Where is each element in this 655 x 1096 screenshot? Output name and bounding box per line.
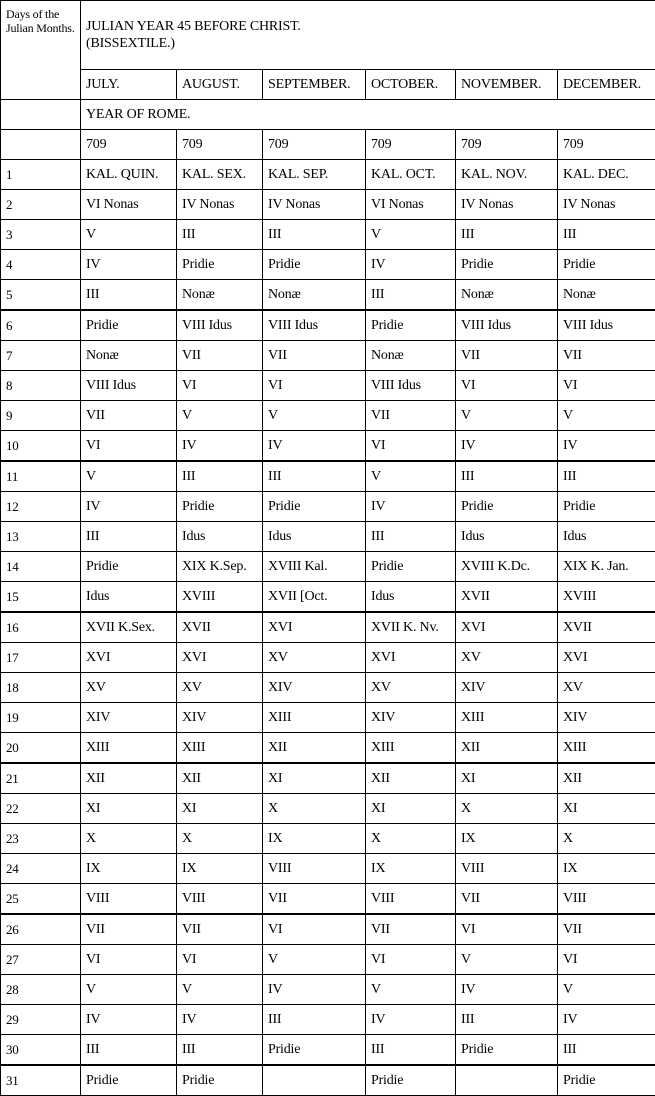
date-cell: Pridie — [366, 552, 456, 582]
day-number-cell: 27 — [1, 945, 81, 975]
date-cell: Pridie — [366, 1065, 456, 1096]
date-cell: XIII — [177, 733, 263, 764]
day-number-cell: 8 — [1, 371, 81, 401]
month-header: AUGUST. — [177, 70, 263, 100]
date-cell: XVI — [177, 643, 263, 673]
date-cell: KAL. SEX. — [177, 160, 263, 190]
table-row — [1, 522, 655, 552]
date-cell: XI — [263, 763, 366, 794]
rome-label-row — [1, 100, 655, 130]
corner-label: Days of the Julian Months. — [1, 1, 81, 100]
table-row — [1, 1005, 655, 1035]
date-cell: VII — [177, 341, 263, 371]
date-cell: XVII — [177, 612, 263, 643]
date-cell: X — [366, 824, 456, 854]
title-row — [1, 1, 655, 70]
day-number-cell: 29 — [1, 1005, 81, 1035]
day-number-cell: 26 — [1, 914, 81, 945]
date-cell: Pridie — [366, 310, 456, 341]
date-cell: IX — [558, 854, 655, 884]
date-cell: VI — [558, 945, 655, 975]
date-cell: XV — [81, 673, 177, 703]
table-row — [1, 190, 655, 220]
date-cell: IV — [263, 431, 366, 462]
date-cell: V — [558, 401, 655, 431]
date-cell: V — [81, 461, 177, 492]
table-row — [1, 884, 655, 915]
date-cell: III — [263, 220, 366, 250]
date-cell: III — [263, 461, 366, 492]
date-cell: V — [177, 975, 263, 1005]
date-cell: X — [81, 824, 177, 854]
date-cell: VII — [366, 401, 456, 431]
date-cell: KAL. QUIN. — [81, 160, 177, 190]
date-cell: IV Nonas — [263, 190, 366, 220]
date-cell: V — [81, 220, 177, 250]
day-number-cell: 30 — [1, 1035, 81, 1066]
date-cell: IV — [558, 1005, 655, 1035]
table-row — [1, 673, 655, 703]
title-line-1: JULIAN YEAR 45 BEFORE CHRIST. — [86, 19, 301, 34]
date-cell: X — [456, 794, 558, 824]
year-of-rome-label: YEAR OF ROME. — [81, 100, 655, 130]
date-cell: XI — [558, 794, 655, 824]
day-number-cell: 31 — [1, 1065, 81, 1096]
table-row — [1, 733, 655, 764]
date-cell: III — [177, 461, 263, 492]
date-cell: XII — [177, 763, 263, 794]
date-cell: XVI — [558, 643, 655, 673]
year-cell: 709 — [81, 130, 177, 160]
date-cell: VIII Idus — [456, 310, 558, 341]
calendar-body — [1, 1, 655, 1096]
date-cell: VI — [366, 431, 456, 462]
date-cell: VI — [81, 431, 177, 462]
date-cell: XIII — [81, 733, 177, 764]
date-cell: XI — [177, 794, 263, 824]
table-row — [1, 612, 655, 643]
date-cell: X — [263, 794, 366, 824]
day-number-cell: 13 — [1, 522, 81, 552]
date-cell: IV — [81, 492, 177, 522]
date-cell: IV — [263, 975, 366, 1005]
date-cell: XI — [366, 794, 456, 824]
table-row — [1, 431, 655, 462]
date-cell: III — [366, 1035, 456, 1066]
day-number-cell: 10 — [1, 431, 81, 462]
date-cell: X — [558, 824, 655, 854]
date-cell: V — [456, 401, 558, 431]
date-cell: VIII — [263, 854, 366, 884]
date-cell: VI — [177, 945, 263, 975]
date-cell: Pridie — [263, 1035, 366, 1066]
date-cell: Pridie — [81, 1065, 177, 1096]
date-cell: VIII Idus — [177, 310, 263, 341]
date-cell: V — [263, 401, 366, 431]
day-number-cell: 16 — [1, 612, 81, 643]
date-cell: Pridie — [177, 250, 263, 280]
date-cell: KAL. SEP. — [263, 160, 366, 190]
date-cell: IV — [456, 975, 558, 1005]
year-row — [1, 130, 655, 160]
year-cell: 709 — [558, 130, 655, 160]
date-cell: IV Nonas — [456, 190, 558, 220]
date-cell: VI — [558, 371, 655, 401]
date-cell: Pridie — [81, 310, 177, 341]
date-cell: XIV — [81, 703, 177, 733]
date-cell: XVII K.Sex. — [81, 612, 177, 643]
date-cell: III — [263, 1005, 366, 1035]
date-cell: V — [366, 975, 456, 1005]
date-cell: XIX K.Sep. — [177, 552, 263, 582]
month-header-row — [1, 70, 655, 100]
date-cell: IV — [366, 1005, 456, 1035]
date-cell: Pridie — [456, 492, 558, 522]
date-cell: XV — [177, 673, 263, 703]
date-cell: III — [558, 461, 655, 492]
date-cell: XVII — [558, 612, 655, 643]
day-number-cell: 22 — [1, 794, 81, 824]
date-cell: V — [263, 945, 366, 975]
table-title — [81, 1, 655, 70]
date-cell: XIII — [558, 733, 655, 764]
date-cell: KAL. OCT. — [366, 160, 456, 190]
month-header: DECEMBER. — [558, 70, 655, 100]
date-cell: XIII — [456, 703, 558, 733]
date-cell: Nonæ — [558, 280, 655, 311]
date-cell: III — [456, 220, 558, 250]
day-number-cell: 12 — [1, 492, 81, 522]
date-cell: XV — [263, 643, 366, 673]
date-cell: IV Nonas — [558, 190, 655, 220]
date-cell: VIII — [366, 884, 456, 915]
date-cell: VI Nonas — [366, 190, 456, 220]
date-cell: III — [177, 1035, 263, 1066]
day-number-cell: 9 — [1, 401, 81, 431]
date-cell: Nonæ — [366, 341, 456, 371]
day-number-cell: 21 — [1, 763, 81, 794]
table-row — [1, 280, 655, 311]
year-cell: 709 — [263, 130, 366, 160]
date-cell: VI — [456, 914, 558, 945]
date-cell: Pridie — [456, 1035, 558, 1066]
table-row — [1, 310, 655, 341]
date-cell: Idus — [558, 522, 655, 552]
date-cell: XVI — [366, 643, 456, 673]
day-number-cell: 4 — [1, 250, 81, 280]
date-cell: IX — [366, 854, 456, 884]
date-cell: IV Nonas — [177, 190, 263, 220]
date-cell: III — [366, 280, 456, 311]
date-cell: VIII Idus — [81, 371, 177, 401]
table-row — [1, 1065, 655, 1096]
date-cell: VII — [456, 884, 558, 915]
table-row — [1, 763, 655, 794]
date-cell: XIII — [263, 703, 366, 733]
date-cell: Pridie — [558, 250, 655, 280]
day-number-cell: 6 — [1, 310, 81, 341]
date-cell: VII — [456, 341, 558, 371]
date-cell: XVIII — [177, 582, 263, 613]
date-cell: VII — [177, 914, 263, 945]
table-row — [1, 1035, 655, 1066]
year-cell: 709 — [456, 130, 558, 160]
table-row — [1, 794, 655, 824]
table-row — [1, 160, 655, 190]
day-number-cell: 11 — [1, 461, 81, 492]
date-cell: XIX K. Jan. — [558, 552, 655, 582]
date-cell: V — [81, 975, 177, 1005]
year-cell: 709 — [177, 130, 263, 160]
date-cell: Pridie — [177, 492, 263, 522]
date-cell: IX — [456, 824, 558, 854]
day-number-cell: 28 — [1, 975, 81, 1005]
date-cell: IX — [81, 854, 177, 884]
date-cell: VIII Idus — [366, 371, 456, 401]
date-cell: VIII — [177, 884, 263, 915]
date-cell: Pridie — [558, 1065, 655, 1096]
empty-cell — [1, 130, 81, 160]
date-cell: Pridie — [177, 1065, 263, 1096]
date-cell: XV — [366, 673, 456, 703]
date-cell: III — [81, 280, 177, 311]
date-cell: IX — [263, 824, 366, 854]
date-cell: XVII K. Nv. — [366, 612, 456, 643]
day-number-cell: 19 — [1, 703, 81, 733]
date-cell: XVI — [456, 612, 558, 643]
date-cell: IV — [456, 431, 558, 462]
date-cell: III — [366, 522, 456, 552]
date-cell: IV — [81, 250, 177, 280]
date-cell: IV — [81, 1005, 177, 1035]
date-cell: IX — [177, 854, 263, 884]
date-cell: VIII Idus — [558, 310, 655, 341]
day-number-cell: 14 — [1, 552, 81, 582]
day-number-cell: 18 — [1, 673, 81, 703]
date-cell: KAL. DEC. — [558, 160, 655, 190]
date-cell: Pridie — [456, 250, 558, 280]
date-cell: VII — [81, 914, 177, 945]
date-cell: III — [81, 522, 177, 552]
day-number-cell: 2 — [1, 190, 81, 220]
date-cell: Pridie — [263, 492, 366, 522]
date-cell: Nonæ — [263, 280, 366, 311]
date-cell: XIV — [456, 673, 558, 703]
table-row — [1, 220, 655, 250]
date-cell: V — [456, 945, 558, 975]
date-cell: VII — [81, 401, 177, 431]
date-cell: Nonæ — [456, 280, 558, 311]
date-cell: XVII — [456, 582, 558, 613]
table-row — [1, 975, 655, 1005]
date-cell: XII — [81, 763, 177, 794]
date-cell — [456, 1065, 558, 1096]
day-number-cell: 20 — [1, 733, 81, 764]
day-number-cell: 17 — [1, 643, 81, 673]
date-cell: XVIII — [558, 582, 655, 613]
table-row — [1, 703, 655, 733]
date-cell: VI — [366, 945, 456, 975]
date-cell: VI — [263, 914, 366, 945]
date-cell: XVI — [263, 612, 366, 643]
date-cell: III — [177, 220, 263, 250]
date-cell: VI — [456, 371, 558, 401]
table-row — [1, 371, 655, 401]
month-header: SEPTEMBER. — [263, 70, 366, 100]
date-cell: VII — [263, 884, 366, 915]
table-row — [1, 643, 655, 673]
date-cell: VIII — [456, 854, 558, 884]
date-cell: V — [366, 461, 456, 492]
day-number-cell: 7 — [1, 341, 81, 371]
date-cell: III — [558, 220, 655, 250]
month-header: NOVEMBER. — [456, 70, 558, 100]
month-header: OCTOBER. — [366, 70, 456, 100]
date-cell: XV — [456, 643, 558, 673]
date-cell: Idus — [263, 522, 366, 552]
date-cell: Idus — [456, 522, 558, 552]
date-cell: VIII — [81, 884, 177, 915]
title-line-2: (BISSEXTILE.) — [86, 36, 175, 51]
date-cell: VI — [263, 371, 366, 401]
date-cell: XI — [81, 794, 177, 824]
date-cell: VI Nonas — [81, 190, 177, 220]
year-cell: 709 — [366, 130, 456, 160]
date-cell: VIII Idus — [263, 310, 366, 341]
date-cell: III — [456, 1005, 558, 1035]
date-cell: VII — [558, 341, 655, 371]
date-cell: Pridie — [263, 250, 366, 280]
date-cell: VIII — [558, 884, 655, 915]
month-header: JULY. — [81, 70, 177, 100]
date-cell: VII — [263, 341, 366, 371]
date-cell: IV — [177, 431, 263, 462]
day-number-cell: 3 — [1, 220, 81, 250]
table-row — [1, 854, 655, 884]
date-cell: XIV — [263, 673, 366, 703]
table-row — [1, 552, 655, 582]
date-cell: XVII [Oct. — [263, 582, 366, 613]
date-cell: XVIII Kal. — [263, 552, 366, 582]
date-cell: Idus — [366, 582, 456, 613]
date-cell: Pridie — [558, 492, 655, 522]
date-cell: XVIII K.Dc. — [456, 552, 558, 582]
day-number-cell: 5 — [1, 280, 81, 311]
date-cell: IV — [366, 492, 456, 522]
date-cell — [263, 1065, 366, 1096]
day-number-cell: 25 — [1, 884, 81, 915]
date-cell: XIII — [366, 733, 456, 764]
date-cell: XIV — [177, 703, 263, 733]
table-row — [1, 492, 655, 522]
date-cell: Pridie — [81, 552, 177, 582]
date-cell: VI — [81, 945, 177, 975]
day-number-cell: 15 — [1, 582, 81, 613]
date-cell: Nonæ — [81, 341, 177, 371]
date-cell: III — [456, 461, 558, 492]
date-cell: XII — [456, 733, 558, 764]
date-cell: XVI — [81, 643, 177, 673]
date-cell: V — [177, 401, 263, 431]
date-cell: V — [366, 220, 456, 250]
date-cell: V — [558, 975, 655, 1005]
date-cell: XII — [263, 733, 366, 764]
date-cell: X — [177, 824, 263, 854]
date-cell: Idus — [177, 522, 263, 552]
date-cell: KAL. NOV. — [456, 160, 558, 190]
date-cell: III — [558, 1035, 655, 1066]
date-cell: III — [81, 1035, 177, 1066]
table-row — [1, 914, 655, 945]
table-row — [1, 401, 655, 431]
empty-cell — [1, 100, 81, 130]
date-cell: VII — [558, 914, 655, 945]
date-cell: XIV — [366, 703, 456, 733]
date-cell: XII — [558, 763, 655, 794]
date-cell: XV — [558, 673, 655, 703]
table-row — [1, 341, 655, 371]
table-row — [1, 582, 655, 613]
table-row — [1, 250, 655, 280]
date-cell: VII — [366, 914, 456, 945]
date-cell: XI — [456, 763, 558, 794]
day-number-cell: 24 — [1, 854, 81, 884]
date-cell: IV — [558, 431, 655, 462]
date-cell: Nonæ — [177, 280, 263, 311]
date-cell: XIV — [558, 703, 655, 733]
date-cell: IV — [177, 1005, 263, 1035]
date-cell: IV — [366, 250, 456, 280]
date-cell: XII — [366, 763, 456, 794]
day-number-cell: 23 — [1, 824, 81, 854]
table-row — [1, 824, 655, 854]
table-row — [1, 461, 655, 492]
date-cell: Idus — [81, 582, 177, 613]
date-cell: VI — [177, 371, 263, 401]
table-row — [1, 945, 655, 975]
day-number-cell: 1 — [1, 160, 81, 190]
